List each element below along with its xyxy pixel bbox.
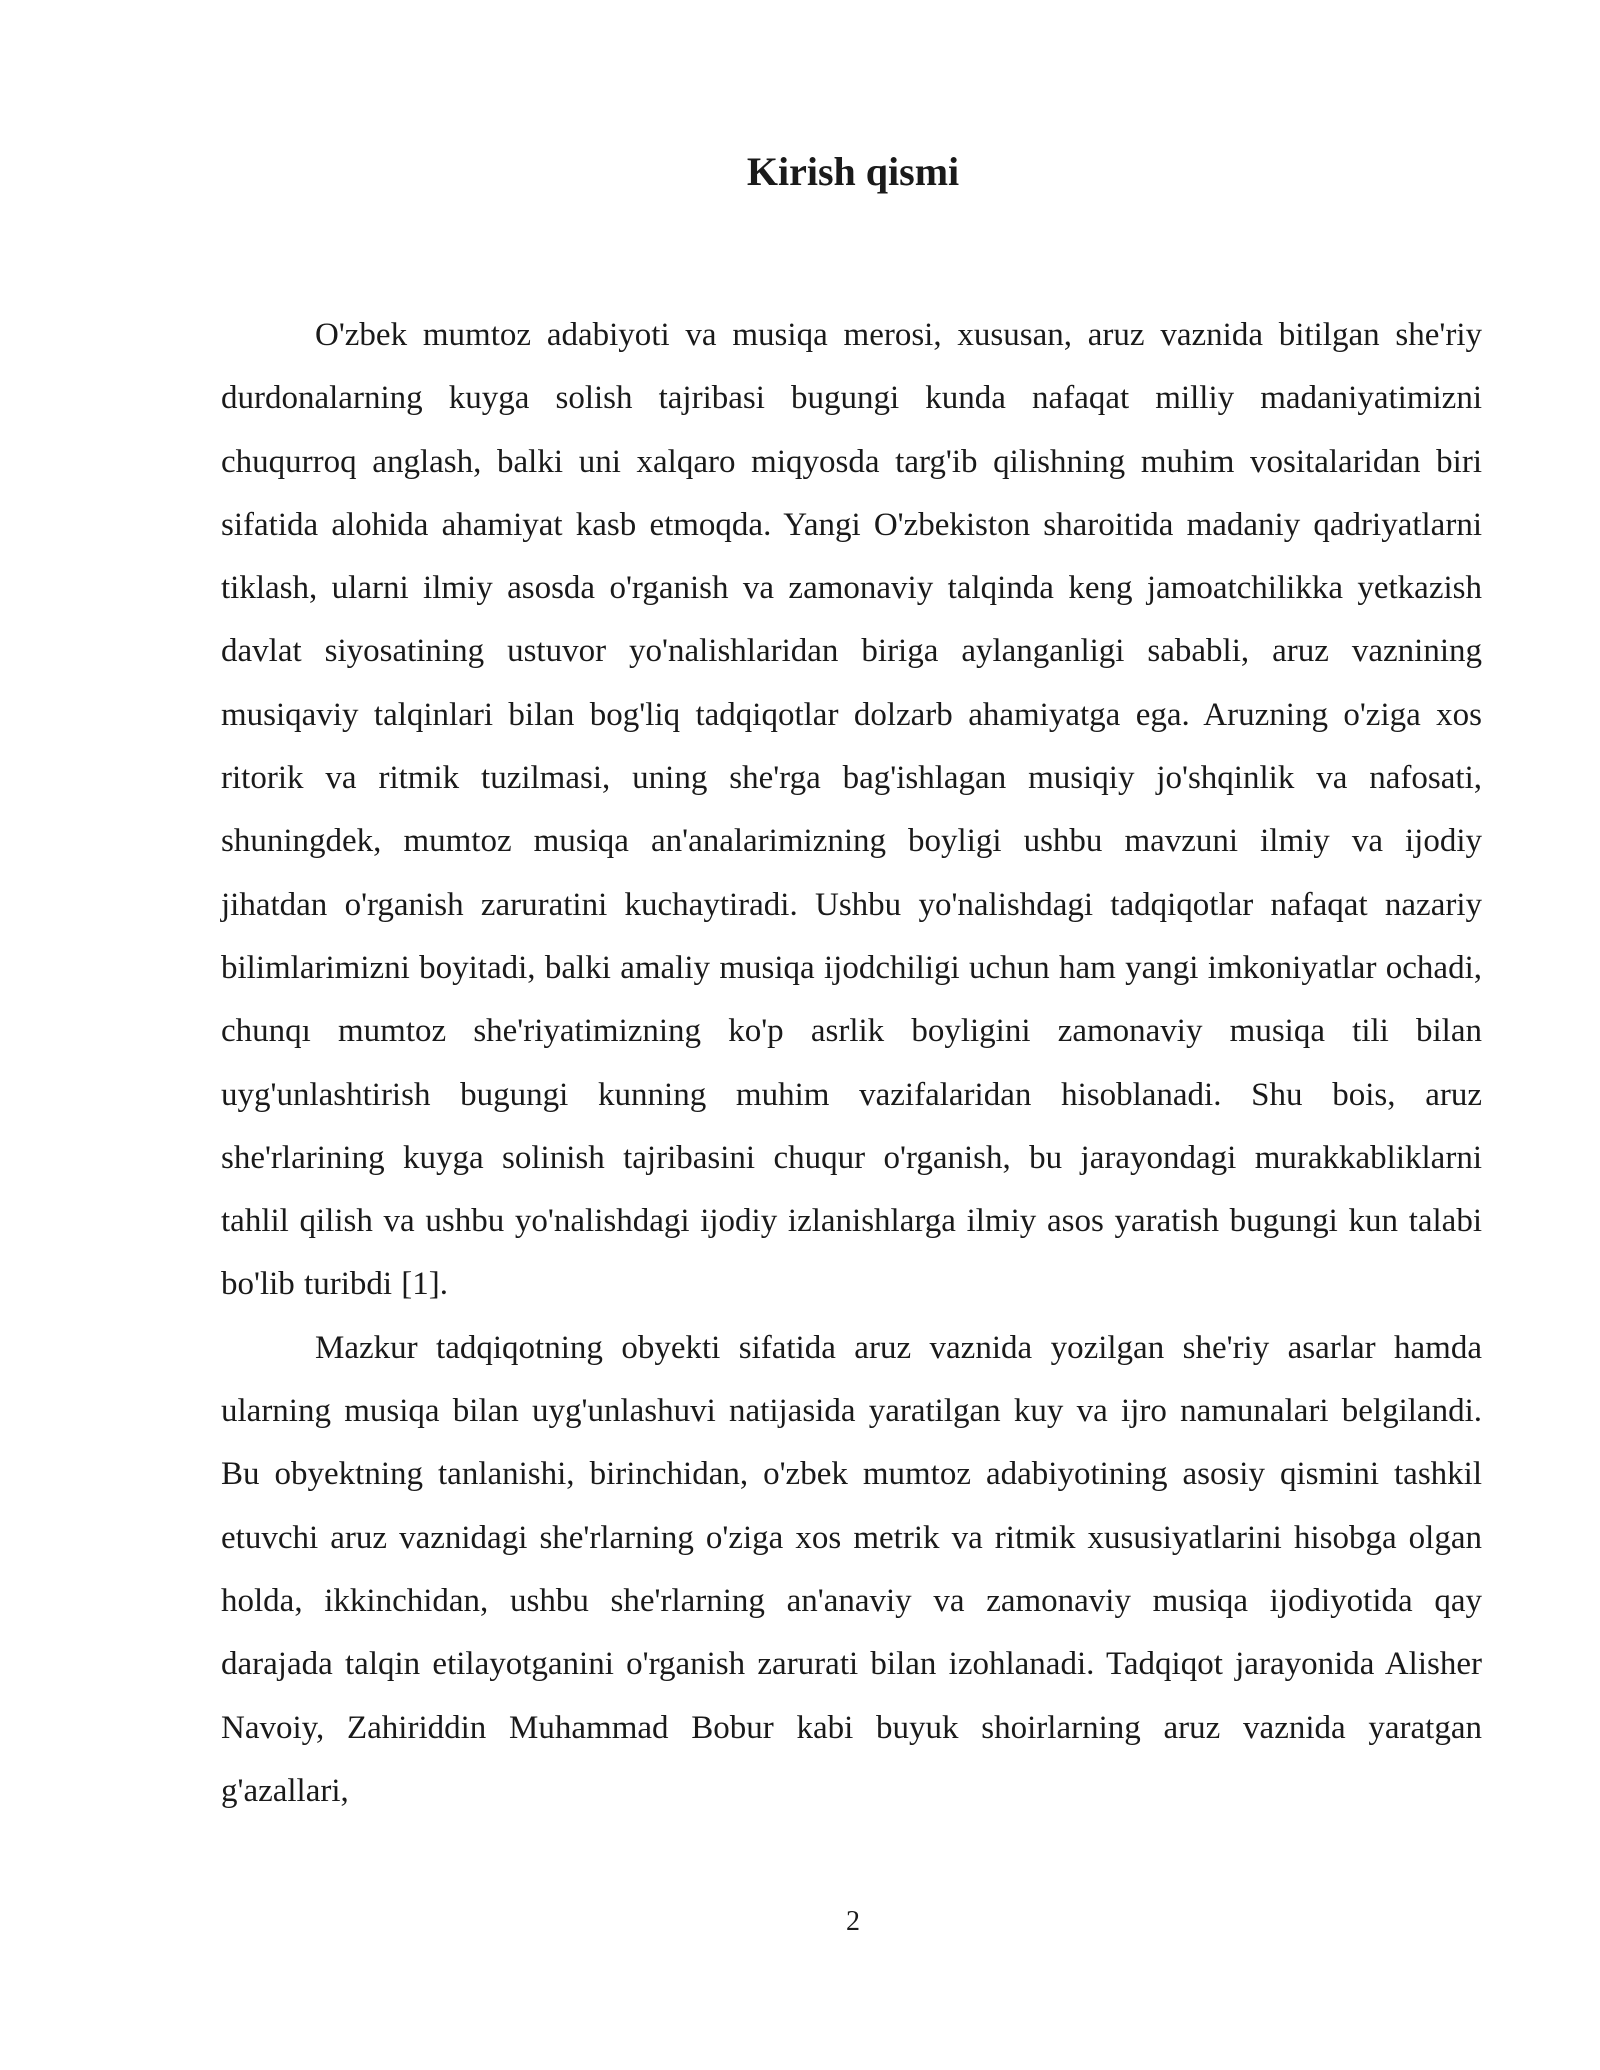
paragraph: Mazkur tadqiqotning obyekti sifatida aruz vaznida yozilgan she'riy asarlar hamda ularning musiqa bilan uyg'unlashuvi natijasida yaratilgan kuy va ijro namunalari belgilandi. Bu obyektning tanlanishi, birinchidan, o'zbek mumtoz adabiyotining asosiy qismini tashkil etuvchi aruz vaznidagi she'rlarning o'ziga xos metrik va ritmik xususiyatlarini hisobga olgan holda, ikkinchidan, ushbu she'rlarning an'anaviy va zamonaviy musiqa ijodiyotida qay darajada talqin etilayotganini o'rganish zarurati bilan izohlanadi. Tadqiqot jarayonida Alisher Navoiy, Zahiriddin Muhammad Bobur kabi buyuk shoirlarning aruz vaznida yaratgan g'azallari,	[221, 1329, 1482, 1809]
paragraph: O'zbek mumtoz adabiyoti va musiqa merosi, xususan, aruz vaznida bitilgan she'riy durdonalarning kuyga solish tajribasi bugungi kunda nafaqat milliy madaniyatimizni chuqurroq anglash, balki uni xalqaro miqyosda targ'ib qilishning muhim vositalaridan biri sifatida alohida ahamiyat kasb etmoqda. Yangi O'zbekiston sharoitida madaniy qadriyatlarni tiklash, ularni ilmiy asosda o'rganish va zamonaviy talqinda keng jamoatchilikka yetkazish davlat siyosatining ustuvor yo'nalishlaridan biriga aylanganligi sababli, aruz vaznining musiqaviy talqinlari bilan bog'liq tadqiqotlar dolzarb ahamiyatga ega. Aruzning o'ziga xos ritorik va ritmik tuzilmasi, uning she'rga bag'ishlagan musiqiy jo'shqinlik va nafosati, shuningdek, mumtoz musiqa an'analarimizning boyligi ushbu mavzuni ilmiy va ijodiy jihatdan o'rganish zaruratini kuchaytiradi. Ushbu yo'nalishdagi tadqiqotlar nafaqat nazariy bilimlarimizni boyitadi, balki amaliy musiqa ijodchiligi uchun ham yangi imkoniyatlar ochadi, chunqı mumtoz she'riyatimizning ko'p asrlik boyligini zamonaviy musiqa tili bilan uyg'unlashtirish bugungi kunning muhim vazifalaridan hisoblanadi. Shu bois, aruz she'rlarining kuyga solinish tajribasini chuqur o'rganish, bu jarayondagi murakkabliklarni tahlil qilish va ushbu yo'nalishdagi ijodiy izlanishlarga ilmiy asos yaratish bugungi kun talabi bo'lib turibdi [1].	[221, 317, 1482, 1303]
document-body	[221, 304, 1482, 1823]
page-title: Kirish qismi	[746, 149, 960, 194]
page-number: 2	[846, 1906, 860, 1937]
